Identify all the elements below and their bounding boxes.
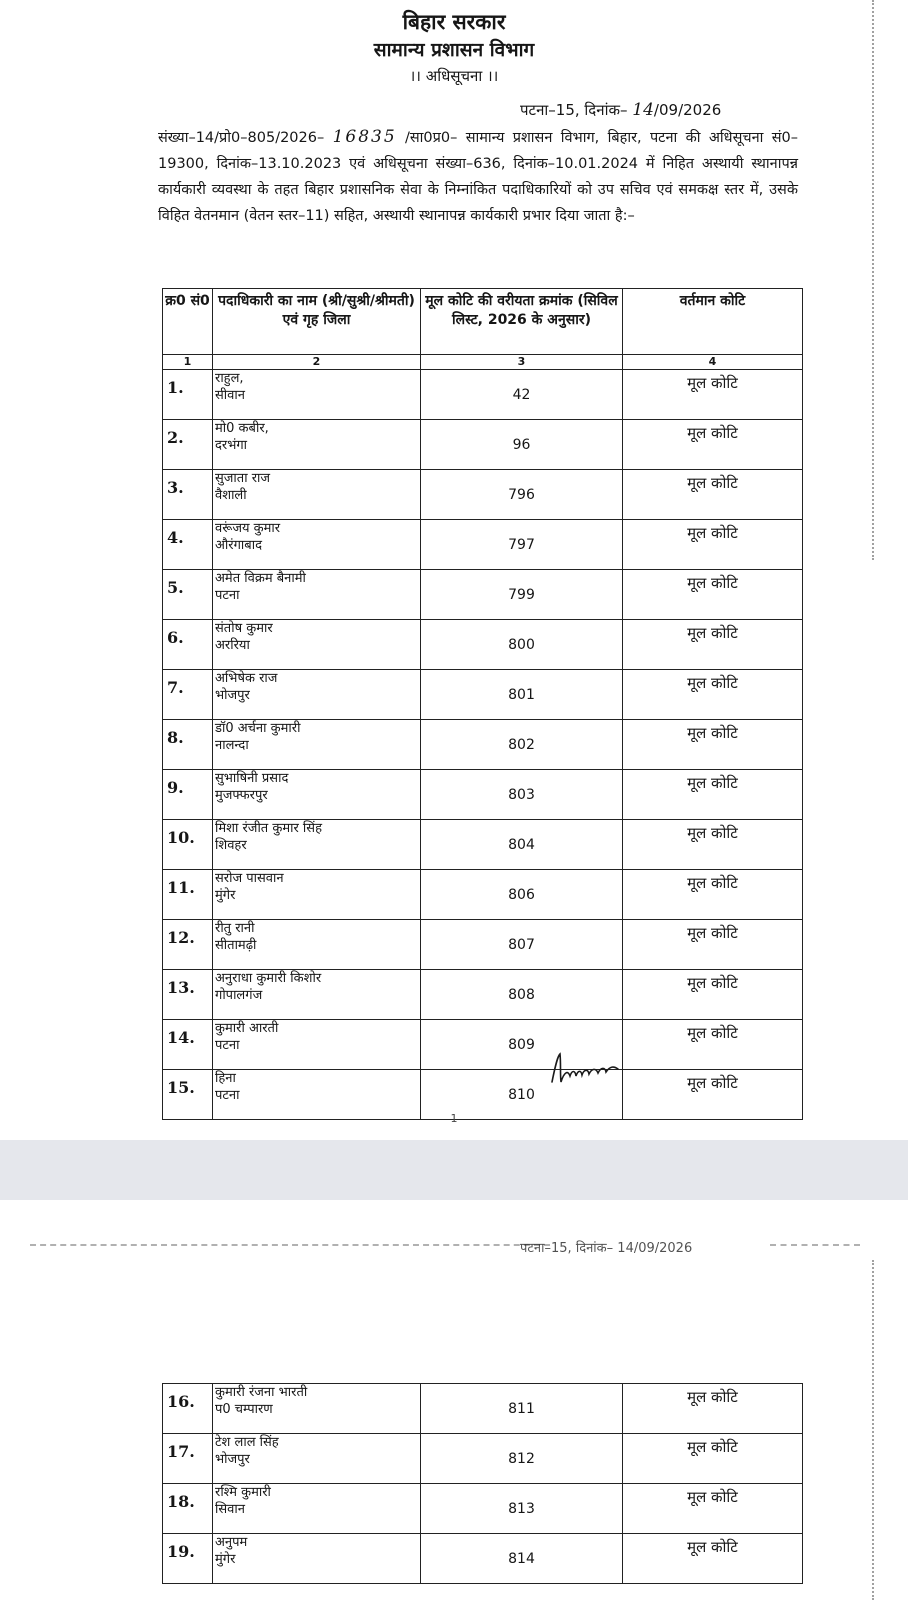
seniority-rank: 42: [421, 370, 623, 420]
page-separator: [0, 1140, 908, 1200]
memo-ref-prefix: संख्या–14/प्रो0–805/2026–: [158, 130, 325, 146]
dateline-prefix: पटना–15, दिनांक–: [520, 101, 628, 119]
current-cadre: मूल कोटि: [623, 720, 803, 770]
serial-number: 16.: [163, 1384, 213, 1434]
scan-edge-artifact: [872, 0, 877, 560]
table-row: [163, 1384, 803, 1434]
seniority-rank: 808: [421, 970, 623, 1020]
header-officer-name: पदाधिकारी का नाम (श्री/सुश्री/श्रीमती) एवं गृह जिला: [213, 289, 421, 355]
officer-name-cell: [213, 1434, 421, 1484]
officer-name: सुजाता राज: [215, 471, 271, 486]
officer-name-cell: [213, 420, 421, 470]
seniority-rank: 812: [421, 1434, 623, 1484]
column-number: 4: [623, 355, 803, 370]
department-title: सामान्य प्रशासन विभाग: [373, 39, 535, 61]
serial-number: 6.: [163, 620, 213, 670]
officer-name-cell: [213, 1534, 421, 1584]
serial-number: 2.: [163, 420, 213, 470]
table-row: [163, 770, 803, 820]
table-body: [163, 370, 803, 1120]
home-district: वैशाली: [215, 488, 247, 503]
serial-number: 7.: [163, 670, 213, 720]
officer-name: सरोज पासवान: [215, 871, 284, 886]
seniority-rank: 797: [421, 520, 623, 570]
serial-number: 17.: [163, 1434, 213, 1484]
officer-name-cell: [213, 370, 421, 420]
column-number-row: [163, 355, 803, 370]
seniority-rank: 810: [421, 1070, 623, 1120]
officer-name-cell: [213, 1484, 421, 1534]
officer-name-cell: [213, 620, 421, 670]
signature: [548, 1052, 632, 1086]
seniority-rank: 807: [421, 920, 623, 970]
current-cadre: मूल कोटि: [623, 770, 803, 820]
column-number: 3: [421, 355, 623, 370]
home-district: प0 चम्पारण: [215, 1402, 273, 1417]
table-row: [163, 420, 803, 470]
officer-name: अभिषेक राज: [215, 671, 278, 686]
serial-number: 15.: [163, 1070, 213, 1120]
table-row: [163, 870, 803, 920]
government-title: बिहार सरकार: [402, 10, 506, 34]
seniority-rank: 800: [421, 620, 623, 670]
seniority-rank: 796: [421, 470, 623, 520]
home-district: गोपालगंज: [215, 988, 263, 1003]
home-district: भोजपुर: [215, 1452, 250, 1467]
home-district: मुंगेर: [215, 1552, 236, 1567]
seniority-rank: 814: [421, 1534, 623, 1584]
seniority-rank: 803: [421, 770, 623, 820]
officer-name: टेश लाल सिंह: [215, 1435, 279, 1450]
table-row: [163, 1434, 803, 1484]
serial-number: 12.: [163, 920, 213, 970]
home-district: पटना: [215, 1088, 240, 1103]
header-seniority-rank: मूल कोटि की वरीयता क्रमांक (सिविल लिस्ट, 2026 के अनुसार): [421, 289, 623, 355]
seniority-rank: 804: [421, 820, 623, 870]
officer-name-cell: [213, 670, 421, 720]
seniority-rank: 96: [421, 420, 623, 470]
current-cadre: मूल कोटि: [623, 670, 803, 720]
officer-name-cell: [213, 1384, 421, 1434]
serial-number: 5.: [163, 570, 213, 620]
officer-name: वरूंजय कुमार: [215, 521, 281, 536]
column-number: 1: [163, 355, 213, 370]
dateline: [520, 100, 721, 120]
seniority-rank: 801: [421, 670, 623, 720]
officer-name: संतोष कुमार: [215, 621, 273, 636]
officer-name: अमेत विक्रम बैनामी: [215, 571, 306, 586]
table-row: [163, 970, 803, 1020]
officer-name-cell: [213, 520, 421, 570]
serial-number: 8.: [163, 720, 213, 770]
serial-number: 13.: [163, 970, 213, 1020]
home-district: पटना: [215, 1038, 240, 1053]
serial-number: 19.: [163, 1534, 213, 1584]
officer-name: डॉ0 अर्चना कुमारी: [215, 721, 301, 736]
scan-line-artifact: [30, 1244, 550, 1246]
officer-name: कुमारी रंजना भारती: [215, 1385, 308, 1400]
home-district: मुजफ्फरपुर: [215, 788, 268, 803]
column-number: 2: [213, 355, 421, 370]
serial-number: 10.: [163, 820, 213, 870]
memo-ref-number: 16835: [332, 127, 397, 147]
memo-paragraph: [158, 124, 798, 229]
table-row: [163, 1534, 803, 1584]
home-district: सीतामढ़ी: [215, 938, 257, 953]
current-cadre: मूल कोटि: [623, 620, 803, 670]
scan-line-artifact: [770, 1244, 860, 1246]
home-district: नालन्दा: [215, 738, 249, 753]
serial-number: 9.: [163, 770, 213, 820]
serial-number: 11.: [163, 870, 213, 920]
current-cadre: मूल कोटि: [623, 1434, 803, 1484]
officer-name-cell: [213, 720, 421, 770]
memo-body: /सा0प्र0– सामान्य प्रशासन विभाग, बिहार, पटना की अधिसूचना सं0–19300, दिनांक–13.10.2023 एवं अधिसूचना संख्या–636, दिनांक–10.01.2024 में निहित अस्थायी स्थानापन्न कार्यकारी व्यवस्था के तहत बिहार प्रशासनिक सेवा के निम्नांकित पदाधिकारियों को उप सचिव एवं समकक्ष स्तर में, उसके विहित वेतनमान (वेतन स्तर–11) सहित, अस्थायी स्थानापन्न कार्यकारी प्रभार दिया जाता है:–: [158, 130, 798, 224]
officer-name-cell: [213, 470, 421, 520]
table-header: [163, 289, 803, 355]
officer-name-cell: [213, 970, 421, 1020]
officer-name-cell: [213, 1020, 421, 1070]
table-row: [163, 820, 803, 870]
seniority-rank: 811: [421, 1384, 623, 1434]
table-row: [163, 470, 803, 520]
officer-name-cell: [213, 820, 421, 870]
current-cadre: मूल कोटि: [623, 1020, 803, 1070]
current-cadre: मूल कोटि: [623, 520, 803, 570]
home-district: अररिया: [215, 638, 250, 653]
officer-name: राहुल,: [215, 371, 244, 386]
seniority-rank: 813: [421, 1484, 623, 1534]
page2-header-fragment: पटना–15, दिनांक– 14/09/2026: [520, 1241, 693, 1256]
officers-table: [162, 288, 803, 1120]
officer-name: रीतु रानी: [215, 921, 255, 936]
current-cadre: मूल कोटि: [623, 1534, 803, 1584]
seniority-rank: 802: [421, 720, 623, 770]
officers-table-continued: [162, 1383, 803, 1584]
scan-edge-artifact: [872, 1260, 877, 1600]
serial-number: 18.: [163, 1484, 213, 1534]
table-row: [163, 520, 803, 570]
home-district: सिवान: [215, 1502, 245, 1517]
home-district: पटना: [215, 588, 240, 603]
current-cadre: मूल कोटि: [623, 970, 803, 1020]
page-number: 1: [450, 1112, 458, 1125]
current-cadre: मूल कोटि: [623, 870, 803, 920]
current-cadre: मूल कोटि: [623, 920, 803, 970]
table-row: [163, 1020, 803, 1070]
header-serial: क्र0 सं0: [163, 289, 213, 355]
officer-name: हिना: [215, 1071, 236, 1086]
serial-number: 4.: [163, 520, 213, 570]
serial-number: 3.: [163, 470, 213, 520]
current-cadre: मूल कोटि: [623, 470, 803, 520]
current-cadre: मूल कोटि: [623, 1070, 803, 1120]
serial-number: 1.: [163, 370, 213, 420]
home-district: भोजपुर: [215, 688, 250, 703]
officer-name: सुभाषिनी प्रसाद: [215, 771, 289, 786]
table-row: [163, 620, 803, 670]
table-row: [163, 670, 803, 720]
header-current-cadre: वर्तमान कोटि: [623, 289, 803, 355]
table-row: [163, 570, 803, 620]
officer-name: अनुराधा कुमारी किशोर: [215, 971, 322, 986]
home-district: दरभंगा: [215, 438, 248, 453]
current-cadre: मूल कोटि: [623, 1384, 803, 1434]
officer-name: अनुपम: [215, 1535, 248, 1550]
current-cadre: मूल कोटि: [623, 820, 803, 870]
seniority-rank: 806: [421, 870, 623, 920]
dateline-suffix: /09/2026: [653, 101, 722, 119]
officer-name-cell: [213, 920, 421, 970]
officer-name: मिशा रंजीत कुमार सिंह: [215, 821, 322, 836]
current-cadre: मूल कोटि: [623, 570, 803, 620]
table-row: [163, 720, 803, 770]
seniority-rank: 799: [421, 570, 623, 620]
table-row: [163, 1484, 803, 1534]
serial-number: 14.: [163, 1020, 213, 1070]
current-cadre: मूल कोटि: [623, 420, 803, 470]
table-body: [163, 1384, 803, 1584]
home-district: शिवहर: [215, 838, 247, 853]
officer-name-cell: [213, 570, 421, 620]
officer-name-cell: [213, 770, 421, 820]
officer-name: कुमारी आरती: [215, 1021, 279, 1036]
home-district: औरंगाबाद: [215, 538, 262, 553]
notice-type: ।। अधिसूचना ।।: [409, 67, 499, 85]
current-cadre: मूल कोटि: [623, 370, 803, 420]
table-row: [163, 920, 803, 970]
officer-name-cell: [213, 870, 421, 920]
table-row: [163, 370, 803, 420]
current-cadre: मूल कोटि: [623, 1484, 803, 1534]
home-district: सीवान: [215, 388, 245, 403]
handwritten-date: 14: [632, 100, 654, 120]
seniority-rank: 809: [421, 1020, 623, 1070]
officer-name: मो0 कबीर,: [215, 421, 269, 436]
officer-name: रश्मि कुमारी: [215, 1485, 271, 1500]
home-district: मुंगेर: [215, 888, 236, 903]
